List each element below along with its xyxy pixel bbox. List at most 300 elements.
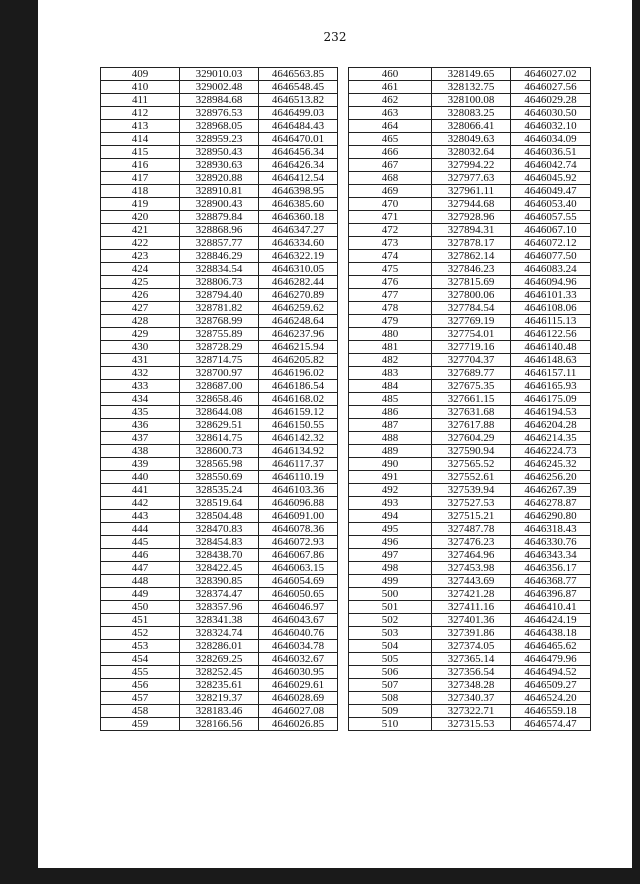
point-index-cell: 411 [101, 94, 180, 107]
table-row [101, 185, 338, 198]
point-index-cell: 421 [101, 224, 180, 237]
table-row [101, 653, 338, 666]
table-row [101, 302, 338, 315]
y-coordinate-cell: 4646027.08 [259, 705, 338, 718]
point-index-cell: 477 [349, 289, 432, 302]
table-row [101, 250, 338, 263]
point-index-cell: 471 [349, 211, 432, 224]
point-index-cell: 445 [101, 536, 180, 549]
point-index-cell: 458 [101, 705, 180, 718]
table-row [101, 575, 338, 588]
x-coordinate-cell: 328550.69 [180, 471, 259, 484]
table-row [101, 68, 338, 81]
x-coordinate-cell: 328644.08 [180, 406, 259, 419]
table-row [349, 419, 591, 432]
point-index-cell: 466 [349, 146, 432, 159]
y-coordinate-cell: 4646343.34 [511, 549, 591, 562]
table-row [349, 536, 591, 549]
y-coordinate-cell: 4646356.17 [511, 562, 591, 575]
point-index-cell: 459 [101, 718, 180, 731]
table-row [349, 575, 591, 588]
table-row [349, 471, 591, 484]
table-row [349, 562, 591, 575]
x-coordinate-cell: 327944.68 [432, 198, 511, 211]
page-number: 232 [323, 30, 347, 44]
x-coordinate-cell: 328910.81 [180, 185, 259, 198]
table-row [349, 315, 591, 328]
point-index-cell: 473 [349, 237, 432, 250]
y-coordinate-cell: 4646470.01 [259, 133, 338, 146]
y-coordinate-cell: 4646029.61 [259, 679, 338, 692]
point-index-cell: 480 [349, 328, 432, 341]
point-index-cell: 498 [349, 562, 432, 575]
point-index-cell: 454 [101, 653, 180, 666]
table-row [349, 107, 591, 120]
point-index-cell: 500 [349, 588, 432, 601]
x-coordinate-cell: 328846.29 [180, 250, 259, 263]
point-index-cell: 448 [101, 575, 180, 588]
y-coordinate-cell: 4646205.82 [259, 354, 338, 367]
point-index-cell: 502 [349, 614, 432, 627]
point-index-cell: 467 [349, 159, 432, 172]
y-coordinate-cell: 4646032.67 [259, 653, 338, 666]
x-coordinate-cell: 328658.46 [180, 393, 259, 406]
y-coordinate-cell: 4646027.56 [511, 81, 591, 94]
coordinate-table-left [100, 67, 338, 731]
y-coordinate-cell: 4646310.05 [259, 263, 338, 276]
x-coordinate-cell: 328768.99 [180, 315, 259, 328]
x-coordinate-cell: 328454.83 [180, 536, 259, 549]
x-coordinate-cell: 328341.38 [180, 614, 259, 627]
x-coordinate-cell: 327515.21 [432, 510, 511, 523]
y-coordinate-cell: 4646032.10 [511, 120, 591, 133]
point-index-cell: 425 [101, 276, 180, 289]
table-row [349, 159, 591, 172]
x-coordinate-cell: 327604.29 [432, 432, 511, 445]
table-row [101, 614, 338, 627]
point-index-cell: 505 [349, 653, 432, 666]
point-index-cell: 436 [101, 419, 180, 432]
table-row [349, 432, 591, 445]
x-coordinate-cell: 327348.28 [432, 679, 511, 692]
point-index-cell: 496 [349, 536, 432, 549]
x-coordinate-cell: 328920.88 [180, 172, 259, 185]
x-coordinate-cell: 328629.51 [180, 419, 259, 432]
point-index-cell: 509 [349, 705, 432, 718]
y-coordinate-cell: 4646196.02 [259, 367, 338, 380]
x-coordinate-cell: 327527.53 [432, 497, 511, 510]
x-coordinate-cell: 327894.31 [432, 224, 511, 237]
y-coordinate-cell: 4646117.37 [259, 458, 338, 471]
point-index-cell: 423 [101, 250, 180, 263]
x-coordinate-cell: 328687.00 [180, 380, 259, 393]
table-row [349, 354, 591, 367]
point-index-cell: 426 [101, 289, 180, 302]
y-coordinate-cell: 4646368.77 [511, 575, 591, 588]
y-coordinate-cell: 4646214.35 [511, 432, 591, 445]
point-index-cell: 460 [349, 68, 432, 81]
table-row [101, 458, 338, 471]
point-index-cell: 435 [101, 406, 180, 419]
table-row [349, 393, 591, 406]
x-coordinate-cell: 327784.54 [432, 302, 511, 315]
y-coordinate-cell: 4646224.73 [511, 445, 591, 458]
table-row [349, 211, 591, 224]
y-coordinate-cell: 4646175.09 [511, 393, 591, 406]
point-index-cell: 499 [349, 575, 432, 588]
point-index-cell: 452 [101, 627, 180, 640]
y-coordinate-cell: 4646186.54 [259, 380, 338, 393]
table-row [101, 562, 338, 575]
point-index-cell: 495 [349, 523, 432, 536]
x-coordinate-cell: 328252.45 [180, 666, 259, 679]
y-coordinate-cell: 4646194.53 [511, 406, 591, 419]
table-row [349, 263, 591, 276]
table-row [101, 172, 338, 185]
y-coordinate-cell: 4646103.36 [259, 484, 338, 497]
x-coordinate-cell: 327719.16 [432, 341, 511, 354]
point-index-cell: 510 [349, 718, 432, 731]
x-coordinate-cell: 328219.37 [180, 692, 259, 705]
point-index-cell: 497 [349, 549, 432, 562]
point-index-cell: 419 [101, 198, 180, 211]
table-row [349, 81, 591, 94]
y-coordinate-cell: 4646396.87 [511, 588, 591, 601]
table-row [101, 107, 338, 120]
y-coordinate-cell: 4646165.93 [511, 380, 591, 393]
y-coordinate-cell: 4646057.55 [511, 211, 591, 224]
y-coordinate-cell: 4646484.43 [259, 120, 338, 133]
x-coordinate-cell: 328519.64 [180, 497, 259, 510]
point-index-cell: 455 [101, 666, 180, 679]
point-index-cell: 479 [349, 315, 432, 328]
point-index-cell: 492 [349, 484, 432, 497]
y-coordinate-cell: 4646360.18 [259, 211, 338, 224]
y-coordinate-cell: 4646513.82 [259, 94, 338, 107]
table-row [101, 627, 338, 640]
table-row [101, 81, 338, 94]
x-coordinate-cell: 328794.40 [180, 289, 259, 302]
x-coordinate-cell: 327769.19 [432, 315, 511, 328]
table-row [349, 224, 591, 237]
point-index-cell: 414 [101, 133, 180, 146]
table-row [349, 185, 591, 198]
y-coordinate-cell: 4646034.09 [511, 133, 591, 146]
point-index-cell: 413 [101, 120, 180, 133]
x-coordinate-cell: 328100.08 [432, 94, 511, 107]
table-row [349, 172, 591, 185]
point-index-cell: 475 [349, 263, 432, 276]
y-coordinate-cell: 4646438.18 [511, 627, 591, 640]
table-row [101, 536, 338, 549]
x-coordinate-cell: 327800.06 [432, 289, 511, 302]
table-row [101, 640, 338, 653]
x-coordinate-cell: 328235.61 [180, 679, 259, 692]
table-row [349, 146, 591, 159]
table-row [349, 458, 591, 471]
point-index-cell: 457 [101, 692, 180, 705]
x-coordinate-cell: 328286.01 [180, 640, 259, 653]
y-coordinate-cell: 4646456.34 [259, 146, 338, 159]
x-coordinate-cell: 327704.37 [432, 354, 511, 367]
x-coordinate-cell: 327928.96 [432, 211, 511, 224]
x-coordinate-cell: 328066.41 [432, 120, 511, 133]
y-coordinate-cell: 4646040.76 [259, 627, 338, 640]
y-coordinate-cell: 4646424.19 [511, 614, 591, 627]
point-index-cell: 465 [349, 133, 432, 146]
table-row [101, 666, 338, 679]
point-index-cell: 442 [101, 497, 180, 510]
x-coordinate-cell: 327631.68 [432, 406, 511, 419]
y-coordinate-cell: 4646050.65 [259, 588, 338, 601]
x-coordinate-cell: 327565.52 [432, 458, 511, 471]
table-row [349, 68, 591, 81]
table-row [101, 94, 338, 107]
x-coordinate-cell: 328504.48 [180, 510, 259, 523]
y-coordinate-cell: 4646157.11 [511, 367, 591, 380]
point-index-cell: 482 [349, 354, 432, 367]
x-coordinate-cell: 328470.83 [180, 523, 259, 536]
table-row [349, 692, 591, 705]
y-coordinate-cell: 4646465.62 [511, 640, 591, 653]
x-coordinate-cell: 327675.35 [432, 380, 511, 393]
x-coordinate-cell: 327590.94 [432, 445, 511, 458]
x-coordinate-cell: 328374.47 [180, 588, 259, 601]
point-index-cell: 420 [101, 211, 180, 224]
coordinate-table-right [348, 67, 591, 731]
table-row [349, 718, 591, 731]
y-coordinate-cell: 4646509.27 [511, 679, 591, 692]
table-row [349, 510, 591, 523]
point-index-cell: 453 [101, 640, 180, 653]
point-index-cell: 439 [101, 458, 180, 471]
table-row [349, 679, 591, 692]
table-row [349, 328, 591, 341]
x-coordinate-cell: 328132.75 [432, 81, 511, 94]
point-index-cell: 409 [101, 68, 180, 81]
table-row [101, 328, 338, 341]
x-coordinate-cell: 328600.73 [180, 445, 259, 458]
point-index-cell: 488 [349, 432, 432, 445]
table-row [349, 445, 591, 458]
point-index-cell: 491 [349, 471, 432, 484]
table-row [101, 315, 338, 328]
table-row [101, 445, 338, 458]
y-coordinate-cell: 4646574.47 [511, 718, 591, 731]
y-coordinate-cell: 4646078.36 [259, 523, 338, 536]
point-index-cell: 441 [101, 484, 180, 497]
y-coordinate-cell: 4646479.96 [511, 653, 591, 666]
table-row [349, 640, 591, 653]
table-row [349, 705, 591, 718]
x-coordinate-cell: 327552.61 [432, 471, 511, 484]
x-coordinate-cell: 328959.23 [180, 133, 259, 146]
y-coordinate-cell: 4646248.64 [259, 315, 338, 328]
x-coordinate-cell: 328324.74 [180, 627, 259, 640]
y-coordinate-cell: 4646101.33 [511, 289, 591, 302]
point-index-cell: 424 [101, 263, 180, 276]
x-coordinate-cell: 328535.24 [180, 484, 259, 497]
y-coordinate-cell: 4646083.24 [511, 263, 591, 276]
table-row [101, 354, 338, 367]
x-coordinate-cell: 328183.46 [180, 705, 259, 718]
x-coordinate-cell: 328049.63 [432, 133, 511, 146]
y-coordinate-cell: 4646148.63 [511, 354, 591, 367]
y-coordinate-cell: 4646140.48 [511, 341, 591, 354]
table-row [101, 380, 338, 393]
table-row [349, 497, 591, 510]
y-coordinate-cell: 4646142.32 [259, 432, 338, 445]
table-row [101, 159, 338, 172]
table-row [349, 94, 591, 107]
table-row [349, 198, 591, 211]
x-coordinate-cell: 328614.75 [180, 432, 259, 445]
point-index-cell: 487 [349, 419, 432, 432]
point-index-cell: 478 [349, 302, 432, 315]
y-coordinate-cell: 4646270.89 [259, 289, 338, 302]
x-coordinate-cell: 328900.43 [180, 198, 259, 211]
x-coordinate-cell: 328806.73 [180, 276, 259, 289]
y-coordinate-cell: 4646204.28 [511, 419, 591, 432]
x-coordinate-cell: 328700.97 [180, 367, 259, 380]
y-coordinate-cell: 4646072.12 [511, 237, 591, 250]
y-coordinate-cell: 4646282.44 [259, 276, 338, 289]
point-index-cell: 433 [101, 380, 180, 393]
y-coordinate-cell: 4646237.96 [259, 328, 338, 341]
y-coordinate-cell: 4646322.19 [259, 250, 338, 263]
y-coordinate-cell: 4646029.28 [511, 94, 591, 107]
x-coordinate-cell: 327487.78 [432, 523, 511, 536]
table-row [101, 523, 338, 536]
x-coordinate-cell: 328357.96 [180, 601, 259, 614]
y-coordinate-cell: 4646259.62 [259, 302, 338, 315]
x-coordinate-cell: 328834.54 [180, 263, 259, 276]
point-index-cell: 462 [349, 94, 432, 107]
x-coordinate-cell: 327411.16 [432, 601, 511, 614]
table-row [349, 367, 591, 380]
x-coordinate-cell: 327401.36 [432, 614, 511, 627]
y-coordinate-cell: 4646077.50 [511, 250, 591, 263]
point-index-cell: 431 [101, 354, 180, 367]
y-coordinate-cell: 4646049.47 [511, 185, 591, 198]
y-coordinate-cell: 4646385.60 [259, 198, 338, 211]
table-row [349, 406, 591, 419]
y-coordinate-cell: 4646030.50 [511, 107, 591, 120]
y-coordinate-cell: 4646094.96 [511, 276, 591, 289]
x-coordinate-cell: 328968.05 [180, 120, 259, 133]
table-row [101, 224, 338, 237]
point-index-cell: 437 [101, 432, 180, 445]
point-index-cell: 443 [101, 510, 180, 523]
table-row [101, 471, 338, 484]
y-coordinate-cell: 4646334.60 [259, 237, 338, 250]
point-index-cell: 434 [101, 393, 180, 406]
table-row [349, 120, 591, 133]
point-index-cell: 464 [349, 120, 432, 133]
point-index-cell: 469 [349, 185, 432, 198]
table-row [349, 302, 591, 315]
point-index-cell: 461 [349, 81, 432, 94]
point-index-cell: 474 [349, 250, 432, 263]
point-index-cell: 417 [101, 172, 180, 185]
x-coordinate-cell: 327340.37 [432, 692, 511, 705]
x-coordinate-cell: 327754.01 [432, 328, 511, 341]
table-row [101, 211, 338, 224]
x-coordinate-cell: 327994.22 [432, 159, 511, 172]
x-coordinate-cell: 327617.88 [432, 419, 511, 432]
x-coordinate-cell: 327878.17 [432, 237, 511, 250]
x-coordinate-cell: 328032.64 [432, 146, 511, 159]
y-coordinate-cell: 4646115.13 [511, 315, 591, 328]
table-row [349, 601, 591, 614]
y-coordinate-cell: 4646027.02 [511, 68, 591, 81]
x-coordinate-cell: 328930.63 [180, 159, 259, 172]
x-coordinate-cell: 328714.75 [180, 354, 259, 367]
point-index-cell: 440 [101, 471, 180, 484]
y-coordinate-cell: 4646245.32 [511, 458, 591, 471]
point-index-cell: 508 [349, 692, 432, 705]
x-coordinate-cell: 327464.96 [432, 549, 511, 562]
table-row [101, 367, 338, 380]
x-coordinate-cell: 328976.53 [180, 107, 259, 120]
y-coordinate-cell: 4646278.87 [511, 497, 591, 510]
y-coordinate-cell: 4646410.41 [511, 601, 591, 614]
x-coordinate-cell: 328984.68 [180, 94, 259, 107]
table-row [349, 341, 591, 354]
table-row [349, 549, 591, 562]
y-coordinate-cell: 4646559.18 [511, 705, 591, 718]
point-index-cell: 430 [101, 341, 180, 354]
point-index-cell: 410 [101, 81, 180, 94]
x-coordinate-cell: 327322.71 [432, 705, 511, 718]
point-index-cell: 468 [349, 172, 432, 185]
x-coordinate-cell: 328755.89 [180, 328, 259, 341]
point-index-cell: 449 [101, 588, 180, 601]
x-coordinate-cell: 328083.25 [432, 107, 511, 120]
table-row [101, 406, 338, 419]
table-row [349, 588, 591, 601]
x-coordinate-cell: 328565.98 [180, 458, 259, 471]
table-row [101, 419, 338, 432]
point-index-cell: 418 [101, 185, 180, 198]
x-coordinate-cell: 328166.56 [180, 718, 259, 731]
point-index-cell: 484 [349, 380, 432, 393]
y-coordinate-cell: 4646036.51 [511, 146, 591, 159]
y-coordinate-cell: 4646030.95 [259, 666, 338, 679]
y-coordinate-cell: 4646524.20 [511, 692, 591, 705]
point-index-cell: 429 [101, 328, 180, 341]
table-row [101, 432, 338, 445]
y-coordinate-cell: 4646412.54 [259, 172, 338, 185]
point-index-cell: 412 [101, 107, 180, 120]
y-coordinate-cell: 4646563.85 [259, 68, 338, 81]
y-coordinate-cell: 4646046.97 [259, 601, 338, 614]
y-coordinate-cell: 4646054.69 [259, 575, 338, 588]
table-row [101, 146, 338, 159]
point-index-cell: 490 [349, 458, 432, 471]
table-row [349, 276, 591, 289]
table-row [349, 133, 591, 146]
table-row [101, 692, 338, 705]
y-coordinate-cell: 4646398.95 [259, 185, 338, 198]
point-index-cell: 501 [349, 601, 432, 614]
y-coordinate-cell: 4646290.80 [511, 510, 591, 523]
y-coordinate-cell: 4646267.39 [511, 484, 591, 497]
point-index-cell: 481 [349, 341, 432, 354]
y-coordinate-cell: 4646091.00 [259, 510, 338, 523]
point-index-cell: 446 [101, 549, 180, 562]
table-row [101, 237, 338, 250]
